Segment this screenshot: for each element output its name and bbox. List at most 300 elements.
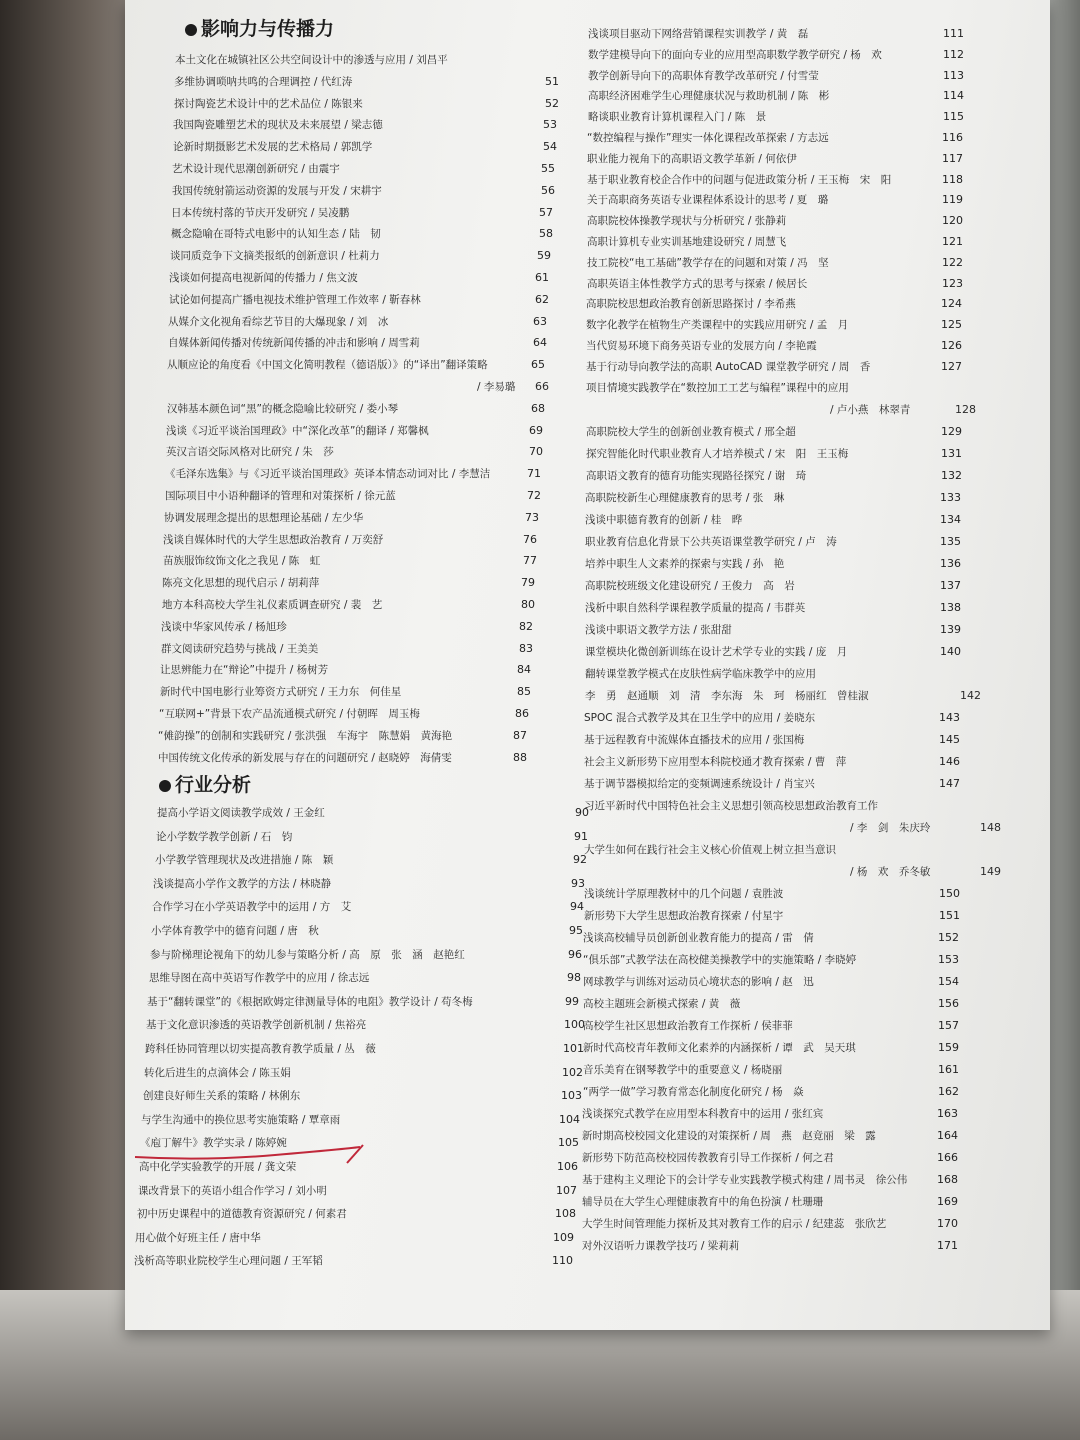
toc-entry <box>584 798 1039 814</box>
entry-page-number: 103 <box>561 1089 582 1103</box>
entry-page-number: 79 <box>521 576 535 590</box>
entry-page-number: 145 <box>939 732 960 746</box>
entry-page-number: 140 <box>940 644 961 658</box>
entry-continuation <box>830 402 985 418</box>
entry-page-number: 149 <box>980 864 1001 878</box>
toc-entry <box>582 1150 1037 1166</box>
entry-title: 高职院校大学生的创新创业教育模式 / 邢全超 <box>586 425 796 438</box>
entry-page-number: 146 <box>939 754 960 768</box>
entry-page-number: 58 <box>539 227 553 241</box>
toc-entry <box>586 446 1041 462</box>
toc-entry <box>584 754 1039 770</box>
toc-entry <box>135 1230 585 1246</box>
entry-page-number: 139 <box>940 622 961 636</box>
toc-entry <box>582 1128 1037 1144</box>
toc-entry <box>584 776 1039 792</box>
entry-title: 网球教学与训练对运动员心境状态的影响 / 赵 迅 <box>583 975 814 988</box>
toc-entry <box>584 732 1039 748</box>
entry-page-number: 171 <box>937 1238 958 1252</box>
entry-title: 浅谈统计学原理教材中的几个问题 / 袁胜波 <box>584 887 784 900</box>
entry-title: 课改背景下的英语小组合作学习 / 刘小明 <box>138 1184 327 1197</box>
entry-title: 数学建模导向下的面向专业的应用型高职数学教学研究 / 杨 欢 <box>588 48 882 61</box>
section-title-text: 行业分析 <box>175 774 252 796</box>
entry-title: 当代贸易环境下商务英语专业的发展方向 / 李艳霞 <box>586 340 817 352</box>
entry-page-number: 63 <box>533 314 547 328</box>
entry-title: 教学创新导向下的高职体育教学改革研究 / 付雪莹 <box>588 69 819 82</box>
entry-page-number: 65 <box>531 358 545 372</box>
entry-page-number: 147 <box>939 776 960 790</box>
entry-title: 苗族服饰纹饰文化之我见 / 陈 虹 <box>163 555 321 568</box>
entry-title: 大学生如何在践行社会主义核心价值观上树立担当意识 <box>584 843 836 856</box>
entry-title: 高职院校思想政治教育创新思路探讨 / 李希燕 <box>586 298 796 311</box>
toc-entry <box>586 296 1041 312</box>
entry-title: 提高小学语文阅读教学成效 / 王金红 <box>157 807 325 819</box>
entry-title: 谈同质竞争下文摘类报纸的创新意识 / 杜莉力 <box>170 250 380 263</box>
entry-page-number: 123 <box>942 276 963 290</box>
entry-page-number: 72 <box>527 489 541 502</box>
entry-title: 项目情境实践教学在“数控加工工艺与编程”课程中的应用 <box>586 381 849 394</box>
toc-entry <box>584 886 1039 902</box>
toc-entry <box>587 192 1042 208</box>
toc-entry <box>167 401 607 417</box>
toc-entry <box>167 357 607 373</box>
entry-page-number: 86 <box>515 707 529 720</box>
entry-title: 思维导图在高中英语写作教学中的应用 / 徐志远 <box>149 972 370 985</box>
entry-page-number: 111 <box>943 27 964 40</box>
entry-page-number: 68 <box>531 401 545 415</box>
toc-entry <box>587 255 1042 271</box>
entry-title: 培养中职生人文素养的探索与实践 / 孙 艳 <box>585 557 785 570</box>
entry-title: 数字化教学在植物生产类课程中的实践应用研究 / 孟 月 <box>586 319 849 332</box>
toc-entry <box>155 852 605 868</box>
entry-title: 职业能力视角下的高职语文教学革新 / 何依伊 <box>587 152 797 165</box>
toc-entry <box>162 597 602 613</box>
entry-page-number: 170 <box>937 1216 958 1230</box>
entry-page-number: 134 <box>940 512 961 526</box>
entry-title: 试论如何提高广播电视技术维护管理工作效率 / 靳春林 <box>169 293 421 306</box>
entry-title: 创建良好师生关系的策略 / 林俐东 <box>143 1090 301 1103</box>
entry-title: 浅谈中职德育教育的创新 / 桂 晔 <box>585 513 743 526</box>
entry-page-number: 131 <box>941 446 962 460</box>
handwritten-underline-mark <box>125 1135 385 1175</box>
toc-entry <box>583 1040 1038 1056</box>
entry-page-number: 127 <box>941 359 962 373</box>
entry-page-number: 69 <box>529 423 543 437</box>
entry-page-number: 105 <box>558 1136 579 1150</box>
toc-entry <box>583 1018 1038 1034</box>
entry-title: 跨科任协同管理以切实提高教育教学质量 / 丛 薇 <box>145 1043 376 1055</box>
toc-entry <box>141 1112 591 1128</box>
toc-entry <box>152 899 602 915</box>
entry-title: 关于高职商务英语专业课程体系设计的思考 / 夏 璐 <box>587 194 829 207</box>
entry-title: 艺术设计现代思潮创新研究 / 由震宇 <box>172 163 340 175</box>
entry-title: 大学生时间管理能力探析及其对教育工作的启示 / 纪建蕊 张欣艺 <box>582 1217 887 1230</box>
entry-page-number: 106 <box>557 1160 578 1173</box>
toc-entry <box>138 1183 588 1199</box>
entry-title: 我国陶瓷雕塑艺术的现状及未来展望 / 梁志德 <box>173 119 383 132</box>
entry-title: 小学教学管理现状及改进措施 / 陈 颖 <box>155 854 334 867</box>
entry-page-number: 101 <box>563 1042 584 1055</box>
toc-entry <box>585 600 1040 616</box>
entry-title: 略谈职业教育计算机课程入门 / 陈 景 <box>588 111 767 124</box>
entry-authors: / 杨 欢 乔冬敏 <box>850 865 931 878</box>
entry-page-number: 164 <box>937 1128 958 1142</box>
entry-title: 浅谈中华家风传承 / 杨旭珍 <box>161 620 287 633</box>
entry-title: 基于远程教育中流媒体直播技术的应用 / 张国梅 <box>584 733 805 746</box>
entry-title: 用心做个好班主任 / 唐中华 <box>135 1231 261 1244</box>
entry-page-number: 84 <box>517 663 531 677</box>
entry-title: 基于调节器模拟给定的变频调速系统设计 / 肖宝兴 <box>584 777 815 790</box>
toc-entry <box>588 88 1043 104</box>
entry-title: 《庖丁解牛》教学实录 / 陈婷婉 <box>140 1137 287 1150</box>
entry-page-number: 99 <box>565 994 579 1008</box>
toc-entry <box>584 908 1039 924</box>
entry-title: 高中化学实验教学的开展 / 龚文荣 <box>139 1161 297 1173</box>
entry-page-number: 157 <box>938 1018 959 1032</box>
entry-page-number: 96 <box>568 947 582 961</box>
toc-entry <box>583 1062 1038 1078</box>
entry-title: 高校学生社区思想政治教育工作探析 / 侯菲菲 <box>583 1019 793 1032</box>
entry-continuation <box>850 864 1010 880</box>
entry-title: 转化后进生的点滴体会 / 陈玉娟 <box>144 1066 291 1079</box>
entry-title: 对外汉语听力课教学技巧 / 梁莉莉 <box>582 1239 740 1252</box>
toc-entry <box>587 234 1042 250</box>
entry-title: 陈亮文化思想的现代启示 / 胡莉萍 <box>162 577 320 590</box>
toc-entry <box>582 1216 1037 1232</box>
section-title <box>185 14 334 41</box>
entry-page-number: 162 <box>938 1084 959 1098</box>
entry-title: 论小学数学教学创新 / 石 钧 <box>156 830 293 843</box>
entry-page-number: 61 <box>535 271 549 284</box>
toc-entry <box>586 380 1041 396</box>
entry-title: 浅谈自媒体时代的大学生思想政治教育 / 万奕舒 <box>163 533 384 546</box>
entry-page-number: 169 <box>937 1194 958 1208</box>
entry-authors: / 卢小燕 林翠青 <box>830 403 911 416</box>
entry-page-number: 64 <box>533 336 547 350</box>
entry-page-number: 62 <box>535 292 549 306</box>
toc-entry <box>156 829 606 845</box>
entry-page-number: 151 <box>939 908 960 922</box>
entry-page-number: 56 <box>541 183 555 197</box>
entry-title: SPOC 混合式教学及其在卫生学中的应用 / 姜晓东 <box>584 711 816 724</box>
entry-page-number: 115 <box>943 110 964 124</box>
entry-page-number: 119 <box>942 193 963 207</box>
entry-title: 从媒介文化视角看综艺节目的大爆现象 / 刘 冰 <box>168 315 389 328</box>
entry-page-number: 71 <box>527 467 541 481</box>
entry-page-number: 136 <box>940 556 961 570</box>
toc-entry <box>157 805 607 821</box>
entry-title: 协调发展理念提出的思想理论基础 / 左少华 <box>164 511 364 524</box>
section-title-text: 影响力与传播力 <box>201 18 335 40</box>
entry-page-number: 87 <box>513 728 527 742</box>
toc-entry <box>582 1106 1037 1122</box>
toc-entry <box>585 622 1040 638</box>
entry-page-number: 150 <box>939 886 960 900</box>
entry-page-number: 76 <box>523 532 537 546</box>
toc-entry <box>158 728 598 744</box>
entry-page-number: 126 <box>941 339 962 352</box>
entry-title: “俱乐部”式教学法在高校健美操教学中的实施策略 / 李晓婷 <box>583 953 857 966</box>
entry-title: 新形势下防范高校校园传教教育引导工作探析 / 何之君 <box>582 1151 834 1164</box>
toc-entry <box>143 1088 593 1104</box>
entry-title: 基于“翻转课堂”的《根据欧姆定律测量导体的电阻》教学设计 / 苟冬梅 <box>147 995 473 1008</box>
entry-page-number: 85 <box>517 685 531 699</box>
entry-page-number: 57 <box>539 205 553 219</box>
entry-page-number: 66 <box>535 380 549 393</box>
entry-title: 音乐美育在钢琴教学中的重要意义 / 杨晓丽 <box>583 1063 783 1076</box>
entry-title: 浅谈如何提高电视新闻的传播力 / 焦文波 <box>169 272 358 284</box>
entry-title: 浅析高等职业院校学生心理问题 / 王军韬 <box>134 1255 323 1268</box>
entry-page-number: 51 <box>545 74 559 88</box>
entry-page-number: 110 <box>552 1254 573 1268</box>
toc-entry <box>137 1206 587 1222</box>
entry-continuation <box>850 820 1010 836</box>
toc-entry <box>173 139 613 155</box>
toc-entry <box>175 52 615 68</box>
entry-page-number: 114 <box>943 89 964 103</box>
toc-entry <box>149 970 599 986</box>
entry-title: 新时期高校校园文化建设的对策探析 / 周 燕 赵竟丽 梁 露 <box>582 1129 876 1142</box>
entry-title: 浅谈探究式教学在应用型本科教育中的运用 / 张红宾 <box>582 1107 824 1120</box>
entry-page-number: 77 <box>523 554 537 568</box>
entry-page-number: 121 <box>942 235 963 248</box>
bullet-icon <box>185 24 197 36</box>
entry-page-number: 100 <box>564 1018 585 1032</box>
entry-title: 高职院校新生心理健康教育的思考 / 张 琳 <box>585 491 785 504</box>
toc-entry <box>173 117 613 133</box>
entry-page-number: 88 <box>513 750 527 764</box>
toc-entry <box>153 876 603 892</box>
toc-entry <box>585 578 1040 594</box>
entry-page-number: 108 <box>555 1207 576 1221</box>
toc-entry <box>158 750 598 766</box>
toc-entry <box>161 619 601 635</box>
toc-entry <box>163 553 603 569</box>
entry-title: 翻转课堂教学模式在皮肤性病学临床教学中的应用 <box>585 667 816 680</box>
entry-title: 社会主义新形势下应用型本科院校通才教育探索 / 曹 萍 <box>584 755 847 768</box>
entry-title: 高职院校班级文化建设研究 / 王俊力 高 岩 <box>585 579 795 592</box>
entry-title: 基于职业教育校企合作中的问题与促进政策分析 / 王玉梅 宋 阳 <box>587 173 892 186</box>
magazine-page <box>125 0 1050 1330</box>
toc-entry <box>165 466 605 482</box>
entry-title: 新时代中国电影行业筹资方式研究 / 王力东 何佳星 <box>160 686 402 699</box>
toc-entry <box>168 314 608 330</box>
entry-title: 基于文化意识渗透的英语教学创新机制 / 焦裕亮 <box>146 1019 367 1032</box>
entry-page-number: 55 <box>541 162 555 175</box>
entry-title: 汉韩基本颜色词“黑”的概念隐喻比较研究 / 娄小琴 <box>167 402 399 415</box>
entry-title: 英汉言语交际风格对比研究 / 朱 莎 <box>166 446 334 459</box>
toc-entry <box>166 423 606 439</box>
toc-entry <box>160 662 600 678</box>
entry-page-number: 118 <box>942 172 963 186</box>
toc-entry <box>582 1194 1037 1210</box>
entry-page-number: 116 <box>942 131 963 144</box>
entry-page-number: 80 <box>521 598 535 611</box>
entry-title: 高校主题班会新模式探索 / 黄 薇 <box>583 997 741 1010</box>
entry-page-number: 104 <box>559 1112 580 1126</box>
entry-title: 探讨陶瓷艺术设计中的艺术品位 / 陈银来 <box>174 97 363 110</box>
entry-page-number: 112 <box>943 47 964 61</box>
toc-entry <box>144 1065 594 1081</box>
entry-page-number: 133 <box>940 490 961 504</box>
toc-entry <box>147 994 597 1010</box>
entry-page-number: 120 <box>942 214 963 228</box>
toc-entry <box>151 923 601 939</box>
entry-title: 浅谈项目驱动下网络营销课程实训教学 / 黄 磊 <box>588 28 809 40</box>
entry-title: 多维协调唢呐共鸣的合理调控 / 代红涛 <box>174 75 353 88</box>
entry-title: 概念隐喻在哥特式电影中的认知生态 / 陆 韧 <box>171 228 381 241</box>
toc-entry <box>585 666 1040 682</box>
entry-page-number: 102 <box>562 1065 583 1079</box>
entry-title: 合作学习在小学英语教学中的运用 / 方 艾 <box>152 901 352 914</box>
entry-page-number: 54 <box>543 140 557 154</box>
entry-page-number: 143 <box>939 710 960 724</box>
entry-page-number: 132 <box>941 468 962 482</box>
entry-title: 新时代高校青年教师文化素养的内涵探析 / 谭 武 吴天琪 <box>583 1041 856 1054</box>
entry-page-number: 138 <box>940 600 961 614</box>
toc-entry <box>583 974 1038 990</box>
toc-entry <box>584 710 1039 726</box>
entry-title: 小学体育教学中的德育问题 / 唐 秋 <box>151 925 319 937</box>
toc-entry <box>170 248 610 264</box>
entry-title: 与学生沟通中的换位思考实施策略 / 覃章雨 <box>141 1113 341 1126</box>
toc-entry <box>169 270 609 286</box>
entry-title: 初中历史课程中的道德教育资源研究 / 何素君 <box>137 1208 347 1221</box>
toc-entry <box>168 335 608 351</box>
entry-page-number: 107 <box>556 1183 577 1197</box>
entry-page-number: 92 <box>573 853 587 867</box>
toc-entry <box>162 575 602 591</box>
entry-page-number: 142 <box>960 688 981 702</box>
entry-title: 国际项目中小语种翻译的管理和对策探析 / 徐元蓝 <box>165 490 396 502</box>
toc-entry <box>160 684 600 700</box>
entry-page-number: 166 <box>937 1150 958 1164</box>
toc-entry <box>134 1253 584 1269</box>
entry-page-number: 156 <box>938 996 959 1010</box>
entry-title: 论新时期摄影艺术发展的艺术格局 / 郭凯学 <box>173 141 373 154</box>
entry-page-number: 125 <box>941 318 962 332</box>
entry-authors: / 李 剑 朱庆玲 <box>850 821 931 834</box>
toc-entry <box>583 996 1038 1012</box>
entry-page-number: 159 <box>938 1040 959 1054</box>
toc-entry <box>588 109 1043 125</box>
toc-entry <box>169 292 609 308</box>
entry-page-number: 93 <box>571 876 585 890</box>
entry-page-number: 95 <box>569 924 583 937</box>
entry-title: 职业教育信息化背景下公共英语课堂教学研究 / 卢 涛 <box>585 535 837 548</box>
toc-entry <box>166 444 606 460</box>
entry-page-number: 91 <box>574 829 588 843</box>
entry-title: 基于建构主义理论下的会计学专业实践教学模式构建 / 周书灵 徐公伟 <box>582 1173 908 1186</box>
entry-page-number: 70 <box>529 445 543 459</box>
toc-entry <box>587 276 1042 292</box>
entry-title: 习近平新时代中国特色社会主义思想引领高校思想政治教育工作 <box>584 799 878 812</box>
toc-entry <box>583 952 1038 968</box>
entry-title: 本土文化在城镇社区公共空间设计中的渗透与应用 / 刘昌平 <box>175 54 448 66</box>
toc-entry <box>585 534 1040 550</box>
toc-entry <box>172 161 612 177</box>
toc-entry <box>171 205 611 221</box>
toc-entry <box>585 556 1040 572</box>
toc-entry <box>163 532 603 548</box>
entry-page-number: 135 <box>940 534 961 548</box>
entry-page-number: 52 <box>545 96 559 110</box>
entry-title: 浅谈中职语文教学方法 / 张甜甜 <box>585 623 732 636</box>
entry-title: 自媒体新闻传播对传统新闻传播的冲击和影响 / 周雪莉 <box>168 337 420 350</box>
entry-page-number: 90 <box>575 806 589 819</box>
toc-entry <box>172 183 612 199</box>
toc-entry <box>587 151 1042 167</box>
entry-page-number: 129 <box>941 424 962 438</box>
entry-page-number: 128 <box>955 402 976 416</box>
entry-page-number: 168 <box>937 1172 958 1186</box>
toc-entry <box>585 512 1040 528</box>
entry-page-number: 163 <box>937 1106 958 1120</box>
entry-title: 新形势下大学生思想政治教育探索 / 付星宇 <box>584 909 784 922</box>
entry-title: 高职计算机专业实训基地建设研究 / 周慧飞 <box>587 236 787 248</box>
entry-title: 辅导员在大学生心理健康教育中的角色扮演 / 杜珊珊 <box>582 1195 824 1208</box>
toc-entry <box>587 130 1042 146</box>
entry-title: 课堂模块化微创新训练在设计艺术学专业的实践 / 庞 月 <box>585 645 848 658</box>
entry-page-number: 94 <box>570 900 584 914</box>
section-title <box>159 770 251 797</box>
entry-page-number: 117 <box>942 151 963 165</box>
toc-entry <box>586 317 1041 333</box>
bullet-icon <box>159 780 171 792</box>
toc-entry <box>588 47 1043 63</box>
toc-entry <box>585 644 1040 660</box>
entry-page-number: 59 <box>537 249 551 263</box>
entry-title: 《毛泽东选集》与《习近平谈治国理政》英译本情态动词对比 / 李慧洁 <box>165 468 491 481</box>
entry-page-number: 109 <box>553 1230 574 1244</box>
entry-page-number: 83 <box>519 641 533 655</box>
entry-page-number: 152 <box>938 930 959 944</box>
entry-title: 技工院校“电工基础”教学存在的问题和对策 / 冯 坚 <box>587 256 829 269</box>
toc-entry <box>164 510 604 526</box>
entry-continuation <box>585 688 990 704</box>
entry-page-number: 154 <box>938 974 959 988</box>
toc-entry <box>161 641 601 657</box>
toc-entry <box>174 96 614 112</box>
toc-entry <box>174 74 614 90</box>
toc-entry <box>588 68 1043 84</box>
entry-page-number: 98 <box>567 971 581 985</box>
entry-title: 浅谈《习近平谈治国理政》中“深化改革”的翻译 / 郑馨枫 <box>166 424 429 437</box>
entry-title: 高职英语主体性教学方式的思考与探索 / 候居长 <box>587 277 808 290</box>
toc-entry <box>586 468 1041 484</box>
entry-page-number: 148 <box>980 820 1001 834</box>
entry-title: 浅析中职自然科学课程教学质量的提高 / 韦群英 <box>585 601 806 614</box>
toc-entry <box>585 490 1040 506</box>
entry-title: 中国传统文化传承的新发展与存在的问题研究 / 赵晓婷 海倩雯 <box>158 751 452 764</box>
toc-entry <box>582 1238 1037 1254</box>
entry-title: 我国传统射箭运动资源的发展与开发 / 宋耕宇 <box>172 184 382 197</box>
entry-page-number: 153 <box>938 952 959 966</box>
toc-entry <box>165 488 605 504</box>
toc-entry <box>587 213 1042 229</box>
toc-entry <box>582 1172 1037 1188</box>
toc-entry <box>145 1041 595 1057</box>
entry-page-number: 82 <box>519 619 533 633</box>
entry-title: 从顺应论的角度看《中国文化简明教程（德语版）》的“译出”翻译策略 <box>167 359 488 372</box>
toc-entry <box>171 226 611 242</box>
toc-entry <box>584 842 1039 858</box>
entry-title: 参与阶梯理论视角下的幼儿参与策略分析 / 高 原 张 涵 赵艳红 <box>150 948 465 961</box>
toc-entry <box>586 359 1041 375</box>
entry-title: “互联网+”背景下农产品流通模式研究 / 付朝晖 周玉梅 <box>159 708 420 720</box>
entry-authors: 李 勇 赵通顺 刘 清 李东海 朱 珂 杨丽红 曾桂淑 <box>585 689 869 702</box>
entry-title: 浅谈高校辅导员创新创业教育能力的提高 / 雷 倩 <box>583 931 814 944</box>
